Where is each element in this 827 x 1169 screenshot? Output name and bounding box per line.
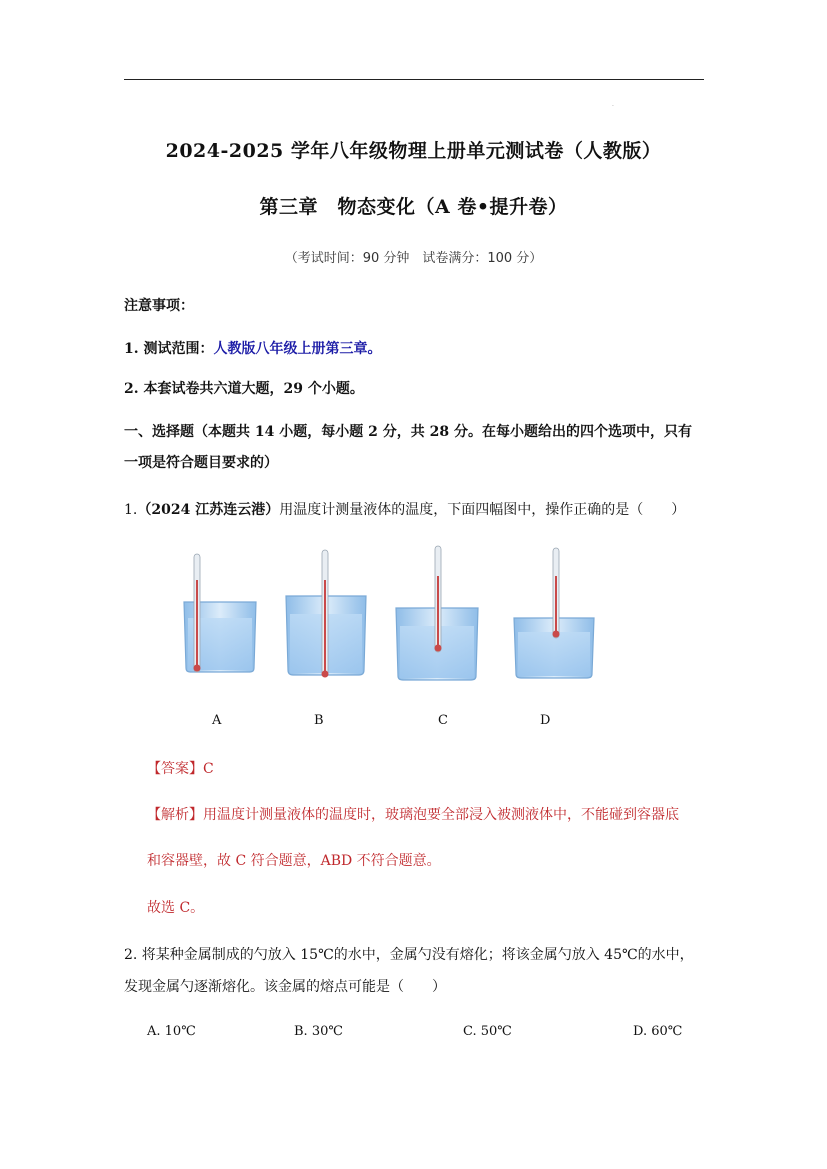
note-item-1 bbox=[124, 338, 382, 358]
q2-option-d: D. 60℃ bbox=[633, 1024, 683, 1039]
notes-heading: 注意事项： bbox=[124, 298, 194, 314]
q1-number: 1. bbox=[124, 502, 138, 518]
figure-label-b: B bbox=[314, 713, 324, 728]
q2-option-c: C. 50℃ bbox=[463, 1024, 512, 1039]
figure-label-c: C bbox=[438, 713, 448, 728]
paper-title: 2024-2025 学年八年级物理上册单元测试卷（人教版） bbox=[165, 140, 662, 162]
q2-option-b: B. 30℃ bbox=[294, 1024, 343, 1039]
q1-conclusion: 故选 C。 bbox=[147, 900, 205, 916]
header-rule bbox=[124, 79, 704, 80]
q2-option-a: A. 10℃ bbox=[147, 1024, 196, 1039]
note-item-1-prefix: 1. 测试范围： bbox=[124, 341, 214, 357]
chapter-title: 第三章 物态变化（A 卷•提升卷） bbox=[259, 196, 568, 218]
note-item-1-value: 人教版八年级上册第三章。 bbox=[213, 341, 382, 357]
beaker-c bbox=[396, 546, 478, 680]
q1-text: 用温度计测量液体的温度，下面四幅图中，操作正确的是（ ） bbox=[279, 502, 686, 518]
beaker-a bbox=[184, 554, 256, 672]
q1-answer: 【答案】C bbox=[147, 761, 214, 777]
beaker-d bbox=[514, 548, 594, 678]
note-item-2: 2. 本套试卷共六道大题，29 个小题。 bbox=[124, 381, 364, 397]
q1-analysis-line1: 【解析】用温度计测量液体的温度时，玻璃泡要全部浸入被测液体中，不能碰到容器底 bbox=[147, 807, 679, 823]
figure-label-a: A bbox=[212, 713, 222, 728]
exam-info: （考试时间：90 分钟 试卷满分：100 分） bbox=[284, 251, 543, 266]
q1-stem bbox=[124, 499, 685, 519]
section1-heading-line1: 一、选择题（本题共 14 小题，每小题 2 分，共 28 分。在每小题给出的四个选项中，只有 bbox=[124, 424, 692, 440]
q1-analysis-line2: 和容器壁，故 C 符合题意，ABD 不符合题意。 bbox=[147, 853, 441, 869]
decorative-dot: · bbox=[612, 103, 614, 110]
figure-label-d: D bbox=[540, 713, 551, 728]
beaker-b bbox=[286, 550, 366, 678]
q1-source: （2024 江苏连云港） bbox=[137, 502, 280, 518]
q2-stem-line1: 2. 将某种金属制成的勺放入 15℃的水中，金属勺没有熔化；将该金属勺放入 45℃的水中， bbox=[124, 947, 694, 963]
thermometer-beakers-figure bbox=[160, 540, 640, 700]
section1-heading-line2: 一项是符合题目要求的） bbox=[124, 455, 278, 471]
q2-stem-line2: 发现金属勺逐渐熔化。该金属的熔点可能是（ ） bbox=[124, 979, 446, 995]
